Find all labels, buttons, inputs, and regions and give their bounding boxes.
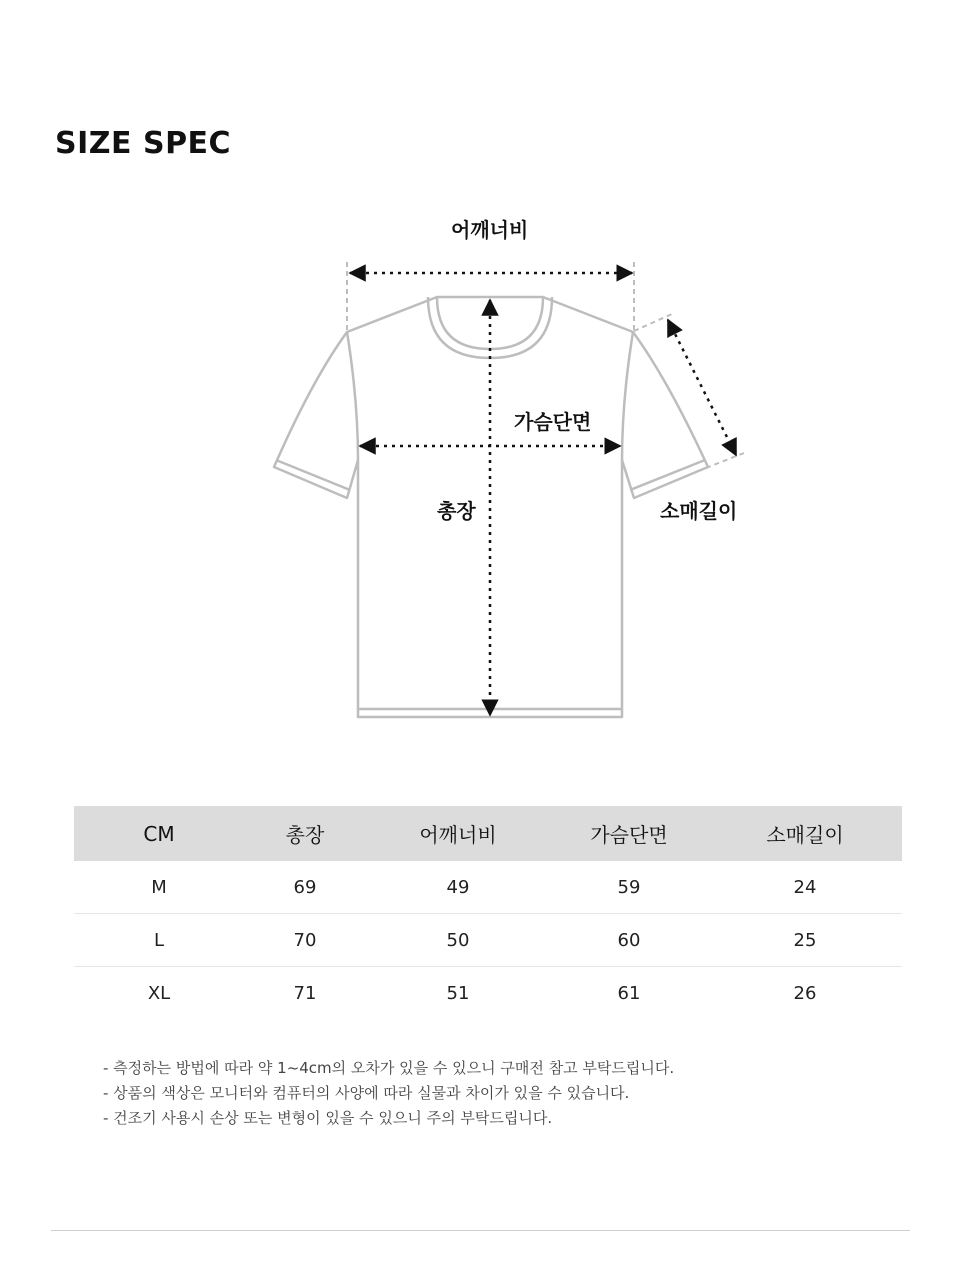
cell-sleeve: 24 — [708, 861, 902, 914]
cell-length: 69 — [244, 861, 366, 914]
note-item: - 상품의 색상은 모니터와 컴퓨터의 사양에 따라 실물과 차이가 있을 수 있습니다. — [103, 1084, 630, 1102]
table-row — [74, 967, 902, 1020]
cell-length: 70 — [244, 914, 366, 967]
cell-size: M — [74, 861, 244, 914]
table-row — [74, 861, 902, 914]
sleeve-length-arrow — [668, 320, 736, 455]
note-item: - 측정하는 방법에 따라 약 1~4cm의 오차가 있을 수 있으니 구매전 참고 부탁드립니다. — [103, 1059, 675, 1077]
shoulder-guides — [347, 262, 744, 468]
shoulder-width-label: 어깨너비 — [451, 218, 529, 242]
cell-chest: 59 — [550, 861, 708, 914]
cell-sleeve: 25 — [708, 914, 902, 967]
cell-size: L — [74, 914, 244, 967]
cell-shoulder: 49 — [366, 861, 550, 914]
header-length: 총장 — [244, 806, 366, 861]
cell-shoulder: 51 — [446, 982, 470, 1004]
table-row — [74, 914, 902, 967]
sleeve-length-label: 소매길이 — [660, 499, 738, 523]
header-chest: 가슴단면 — [550, 806, 708, 861]
header-shoulder: 어깨너비 — [366, 806, 550, 861]
size-table — [74, 806, 902, 1019]
cell-chest: 61 — [617, 982, 641, 1004]
cell-sleeve: 26 — [793, 982, 817, 1004]
cell-shoulder: 50 — [366, 914, 550, 967]
header-sleeve: 소매길이 — [708, 806, 902, 861]
total-length-label: 총장 — [437, 499, 476, 523]
note-item: - 건조기 사용시 손상 또는 변형이 있을 수 있으니 주의 부탁드립니다. — [103, 1109, 553, 1127]
cell-chest: 60 — [550, 914, 708, 967]
chest-width-label: 가슴단면 — [514, 410, 592, 434]
size-notes — [103, 1056, 674, 1131]
footer-divider — [51, 1230, 910, 1231]
header-cm: CM — [74, 806, 244, 861]
cell-size: XL — [147, 982, 171, 1004]
page-title: SIZE SPEC — [55, 126, 232, 161]
table-header-row — [74, 806, 902, 861]
cell-length: 71 — [293, 982, 317, 1004]
